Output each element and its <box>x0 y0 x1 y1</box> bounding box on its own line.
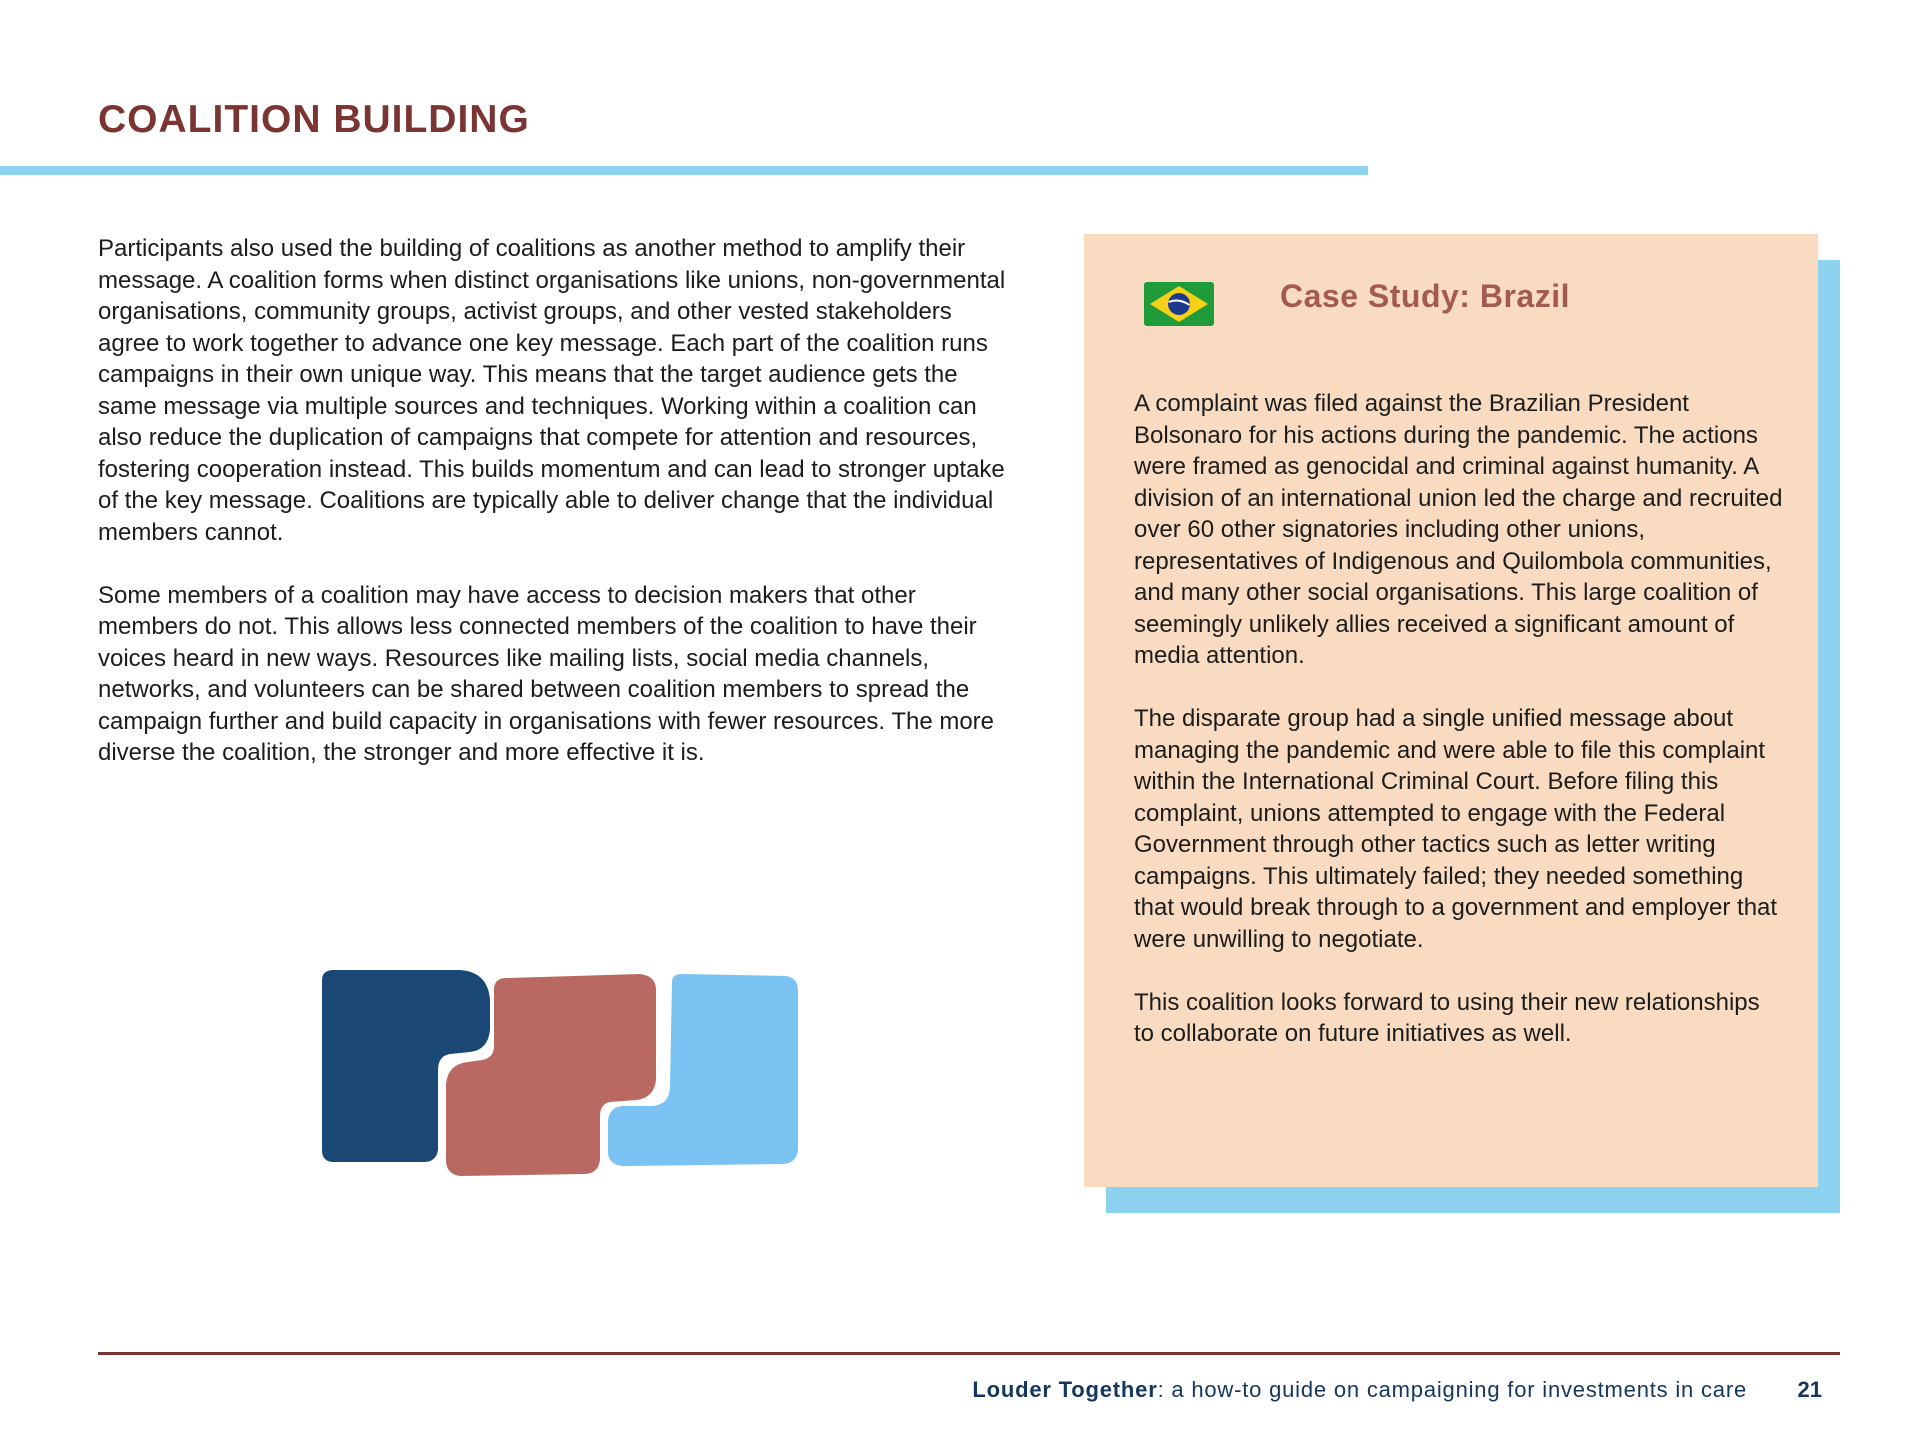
case-study-text <box>1134 388 1784 1081</box>
footer-guide-name: Louder Together <box>972 1377 1158 1402</box>
coalition-blocks-illustration <box>310 960 810 1180</box>
section-title: COALITION BUILDING <box>98 98 530 141</box>
body-paragraph-2: Some members of a coalition may have access to decision makers that other members do not. This allows less connected members of the coalition to have their voices heard in new ways. Resources like mailing lists, social media channels, networks, and volunteers can be shared between coalition members to spread the campaign further and build capacity in organisations with fewer resources. The more diverse the coalition, the stronger and more effective it is. <box>98 581 995 766</box>
body-paragraph-1: Participants also used the building of coalitions as another method to amplify their message. A coalition forms when distinct organisations like unions, non-governmental organisations, community groups, activist groups, and other vested stakeholders agree to work together to advance one key message. Each part of the coalition runs campaigns in their own unique way. This means that the target audience gets the same message via multiple sources and techniques. Working within a coalition can also reduce the duplication of campaigns that compete for attention and resources, fostering cooperation instead. This builds momentum and can lead to stronger uptake of the key message. Coalitions are typically able to deliver change that the individual members cannot. <box>98 235 1006 546</box>
footer-guide-subtitle: : a how-to guide on campaigning for investments in care <box>1157 1377 1747 1402</box>
case-study-paragraph-1: A complaint was filed against the Brazilian President Bolsonaro for his actions during the pandemic. The actions were framed as genocidal and criminal against humanity. A division of an international union led the charge and recruited over 60 other signatories including other unions, representatives of Indigenous and Quilombola communities, and many other social organisations. This large coalition of seemingly unlikely allies received a significant amount of media attention. <box>1134 390 1783 669</box>
page-number: 21 <box>1797 1377 1822 1402</box>
brazil-flag-icon <box>1144 278 1214 330</box>
body-text <box>98 233 1013 800</box>
title-divider <box>0 166 1368 175</box>
case-study-paragraph-3: This coalition looks forward to using their new relationships to collaborate on future initiatives as well. <box>1134 988 1760 1047</box>
footer-divider <box>98 1352 1840 1355</box>
case-study-paragraph-2: The disparate group had a single unified message about managing the pandemic and were able to file this complaint within the International Criminal Court. Before filing this complaint, unions attempted to engage with the Federal Government through other tactics such as letter writing campaigns. This ultimately failed; they needed something that would break through to a government and employer that were unwilling to negotiate. <box>1134 705 1778 953</box>
case-study-title: Case Study: Brazil <box>1280 278 1570 314</box>
footer-guide-title <box>972 1377 1747 1403</box>
case-study-card <box>1084 234 1818 1187</box>
